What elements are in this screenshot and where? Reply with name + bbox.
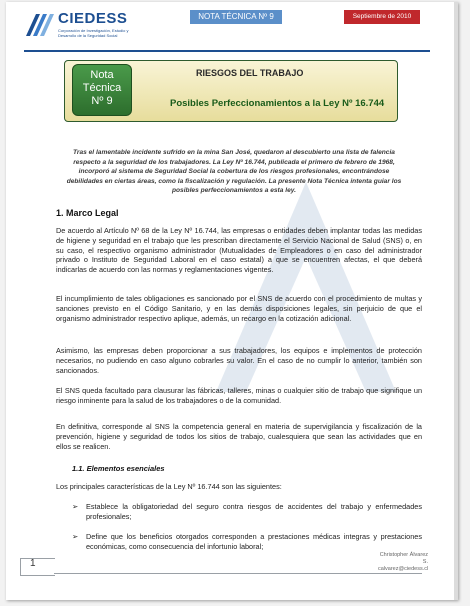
section-1-heading: 1. Marco Legal (56, 208, 119, 218)
list-item (72, 502, 422, 522)
intro-paragraph: Tras el lamentable incidente sufrido en la mina San José, quedaron al descubierto una lista de falencia respecto a la seguridad de los trabajadores. La Ley Nº 16.744, publicada el primero de febrero de 1968, incorporó al sistema de Seguridad Social la cobertura de los riesgos profesionales, encontrándose debilidades en ciertas áreas, como la fiscalización y regulación. La presente Nota Técnica intenta guiar los posibles perfeccionamientos a esta ley. (66, 149, 402, 194)
section-1-paragraph-4: El SNS queda facultado para clausurar las fábricas, talleres, minas o cualquier sitio de trabajo que signifique un riesgo inminente para la salud de los trabajadores o de la comunidad. (56, 386, 422, 405)
section-1-paragraph-1: De acuerdo al Artículo Nº 68 de la Ley Nº 16.744, las empresas o entidades deben implantar todas las medidas de higiene y seguridad en el trabajo que les prescriban directamente el Servicio Nacional de Salud (SNS) o, en su caso, el respectivo organismo administrador (Mutualidades de Empleadores o en caso del administrador privado o Instituto de Seguridad Laboral en el caso estatal) a que se encuentren afectas, el que deberá indicarlas de acuerdo con las normas y reglamentaciones vigentes. (56, 226, 422, 275)
doc-type-label: NOTA TÉCNICA Nº 9 (190, 10, 282, 24)
section-1-1-lead: Los principales características de la Ley Nº 16.744 son las siguientes: (56, 482, 282, 491)
badge-line-2: Técnica (82, 82, 122, 94)
banner-subtitle: Posibles Perfeccionamientos a la Ley Nº 16.744 (170, 98, 385, 109)
footer-divider (54, 573, 422, 574)
list-item (72, 532, 422, 552)
badge-line-3: Nº 9 (91, 95, 113, 107)
list-item-text: Establece la obligatoriedad del seguro contra riesgos de accidentes del trabajo y enfermedades profesionales; (86, 502, 422, 521)
arrow-bullet-icon: ➢ (72, 502, 79, 511)
section-1-paragraph-3: Asimismo, las empresas deben proporcionar a sus trabajadores, los equipos e implementos de protección necesarios, no pudiendo en caso alguno cobrarles su valor. En el caso de no cumplir lo anterior, también son sancionados. (56, 346, 422, 375)
logo-subtitle: Corporación de Investigación, Estudio y Desarrollo de la Seguridad Social (58, 28, 129, 38)
ciedess-logo-icon (24, 10, 56, 40)
nota-tecnica-badge (72, 64, 132, 116)
list-item-text: Define que los beneficios otorgados corresponden a prestaciones médicas integras y prestaciones económicas, como consecuencia del infortunio laboral; (86, 532, 422, 551)
author-email: calvarez@ciedess.cl (378, 566, 429, 572)
arrow-bullet-icon: ➢ (72, 532, 79, 541)
page-number: 1 (30, 558, 36, 569)
section-1-paragraph-5: En definitiva, corresponde al SNS la competencia general en materia de supervigilancia y fiscalización de la prevención, higiene y seguridad de todos los sitios de trabajo, cualesquiera que sean las actividades que en ellos se realicen. (56, 422, 422, 451)
badge-line-1: Nota (90, 69, 114, 81)
author-name: Christopher Álvarez S. (379, 552, 428, 565)
section-1-paragraph-2: El incumplimiento de tales obligaciones es sancionado por el SNS de acuerdo con el procedimiento de multas y sanciones previsto en el Código Sanitario, y en las demás disposiciones legales, sin perjuicio de que el organismo administrador respectivo aplique, además, un recargo en la cotización adicional. (56, 294, 422, 323)
doc-date-label: Septiembre de 2010 (344, 10, 420, 24)
section-1-1-heading: 1.1. Elementos esenciales (72, 464, 165, 473)
ciedess-logo (24, 10, 136, 48)
header-divider (24, 50, 430, 52)
author-info (378, 552, 428, 573)
page-number-frame (20, 558, 55, 576)
document-page (6, 2, 458, 600)
page-edge (454, 2, 458, 600)
logo-name: CIEDESS (58, 10, 128, 27)
banner-title: RIESGOS DEL TRABAJO (196, 68, 304, 78)
